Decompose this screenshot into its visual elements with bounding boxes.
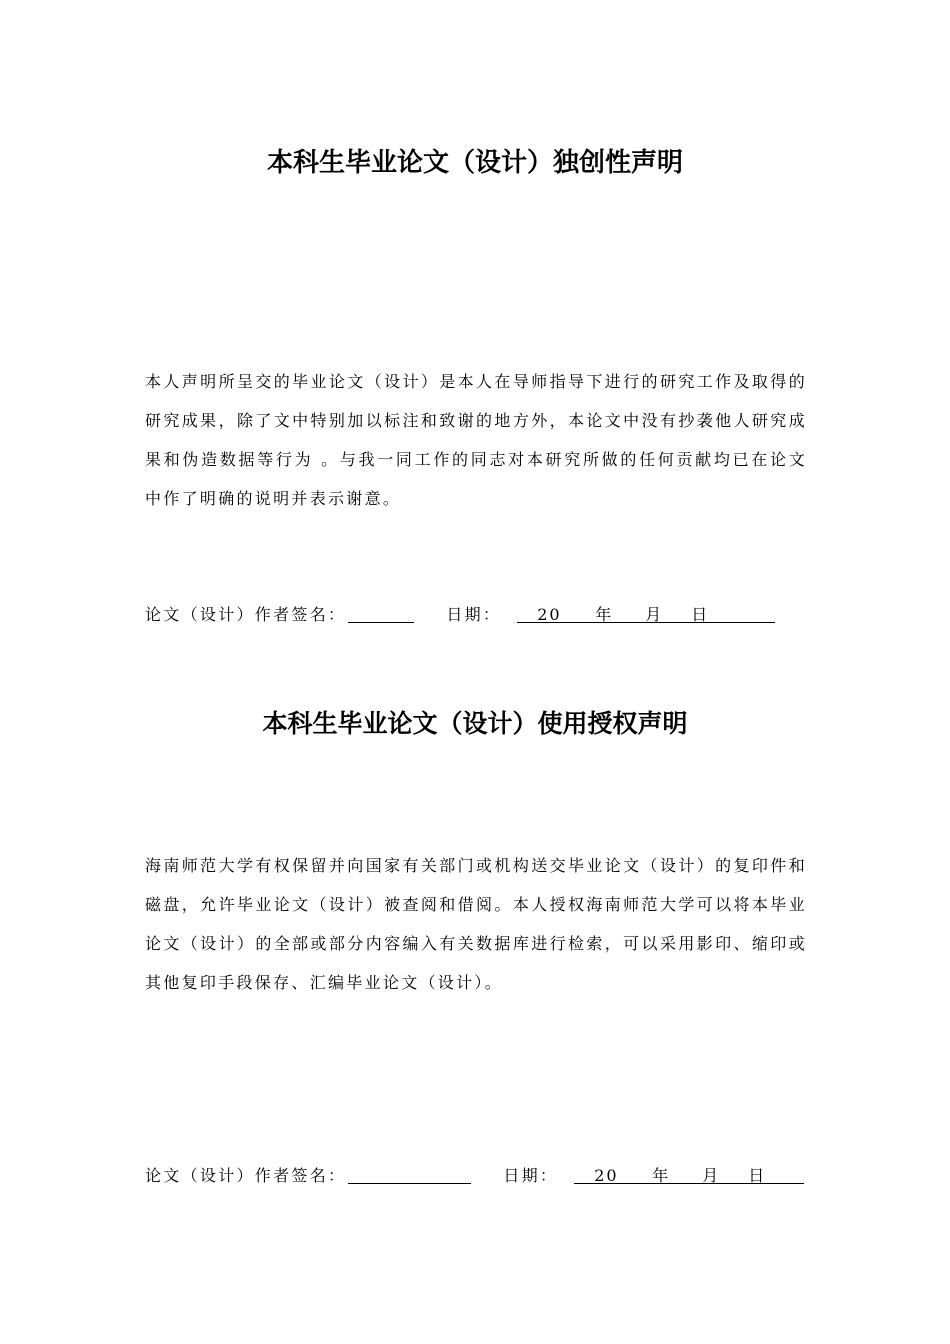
date-month-unit: 月 bbox=[702, 1166, 721, 1185]
date-blank bbox=[574, 1161, 804, 1184]
signature-label: 论文（设计）作者签名： bbox=[145, 605, 347, 624]
date-year-unit: 年 bbox=[595, 605, 614, 624]
date-year: 20 bbox=[594, 1166, 619, 1185]
authorization-declaration-body: 海南师范大学有权保留并向国家有关部门或机构送交毕业论文（设计）的复印件和磁盘，允许毕业论文（设计）被查阅和借阅。本人授权海南师范大学可以将本毕业论文（设计）的全部或部分内容编入有关数据库进行检索，可以采用影印、缩印或其他复印手段保存、汇编毕业论文（设计）。 bbox=[145, 856, 807, 992]
authorization-signature-row bbox=[145, 1161, 804, 1191]
signature-blank bbox=[348, 1161, 471, 1184]
date-year-unit: 年 bbox=[652, 1166, 671, 1185]
date-day-unit: 日 bbox=[691, 605, 710, 624]
signature-label: 论文（设计）作者签名： bbox=[145, 1166, 347, 1185]
date-label: 日期： bbox=[446, 605, 502, 624]
authorization-declaration-title: 本科生毕业论文（设计）使用授权声明 bbox=[262, 709, 688, 738]
signature-blank bbox=[348, 600, 414, 623]
originality-declaration-title: 本科生毕业论文（设计）独创性声明 bbox=[266, 148, 683, 178]
originality-signature-row bbox=[145, 600, 775, 630]
date-day-unit: 日 bbox=[748, 1166, 767, 1185]
date-month-unit: 月 bbox=[645, 605, 664, 624]
date-year: 20 bbox=[537, 605, 562, 624]
date-blank bbox=[517, 600, 775, 623]
originality-declaration-body: 本人声明所呈交的毕业论文（设计）是本人在导师指导下进行的研究工作及取得的研究成果，除了文中特别加以标注和致谢的地方外，本论文中没有抄袭他人研究成果和伪造数据等行为 。与我一同工作的同志对本研究所做的任何贡献均已在论文中作了明确的说明并表示谢意。 bbox=[145, 372, 807, 508]
date-label: 日期： bbox=[503, 1166, 559, 1185]
